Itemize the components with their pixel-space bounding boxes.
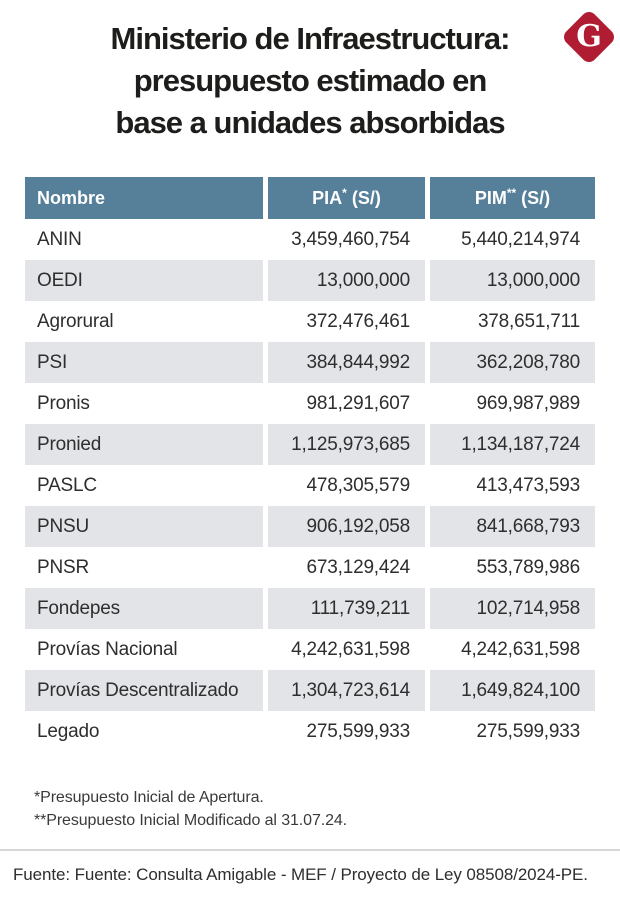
row-name: OEDI [25,260,263,301]
title-line-3: base a unidades absorbidas [115,105,505,140]
row-pia: 981,291,607 [268,383,425,424]
row-name: Legado [25,711,263,752]
table-row [25,670,595,711]
row-pia: 1,125,973,685 [268,424,425,465]
row-pim: 1,134,187,724 [430,424,595,465]
row-pim: 1,649,824,100 [430,670,595,711]
row-name: Pronied [25,424,263,465]
col-header-nombre [25,177,263,219]
footnote-2: **Presupuesto Inicial Modificado al 31.07.24. [34,812,348,829]
table-row [25,219,595,260]
logo-letter-g: G [576,18,602,54]
row-pim: 102,714,958 [430,588,595,629]
row-name: Provías Descentralizado [25,670,263,711]
gestion-logo [560,8,618,66]
table-row [25,629,595,670]
table-row [25,506,595,547]
row-pia: 3,459,460,754 [268,219,425,260]
divider-line [0,849,620,851]
table-row [25,260,595,301]
row-pia: 384,844,992 [268,342,425,383]
row-pia: 275,599,933 [268,711,425,752]
col-header-nombre-label: Nombre [37,187,106,208]
row-pia: 4,242,631,598 [268,629,425,670]
table-row [25,342,595,383]
row-pia: 673,129,424 [268,547,425,588]
table-body [25,219,595,752]
row-pim: 4,242,631,598 [430,629,595,670]
footnotes [34,786,620,832]
pia-footnote-marker: * [342,185,347,200]
table-row [25,711,595,752]
row-name: PASLC [25,465,263,506]
pia-currency-unit: (S/) [351,187,381,208]
table-row [25,588,595,629]
title-line-2: presupuesto estimado en [133,63,487,98]
row-pim: 553,789,986 [430,547,595,588]
row-pia: 906,192,058 [268,506,425,547]
row-pim: 841,668,793 [430,506,595,547]
row-pim: 969,987,989 [430,383,595,424]
row-name: Pronis [25,383,263,424]
pim-currency-unit: (S/) [521,187,551,208]
table-row [25,424,595,465]
page-title [0,18,620,144]
table-row [25,301,595,342]
row-name: Fondepes [25,588,263,629]
row-pia: 478,305,579 [268,465,425,506]
masthead [0,0,620,144]
row-pim: 13,000,000 [430,260,595,301]
table-row [25,383,595,424]
col-header-pia [268,177,425,219]
row-pia: 111,739,211 [268,588,425,629]
row-name: PSI [25,342,263,383]
col-header-pim-label: PIM** (S/) [474,185,551,208]
title-line-1: Ministerio de Infraestructura: [110,21,510,56]
row-name: ANIN [25,219,263,260]
row-pim: 5,440,214,974 [430,219,595,260]
row-pim: 275,599,933 [430,711,595,752]
row-name: Agrorural [25,301,263,342]
row-pim: 378,651,711 [430,301,595,342]
col-header-pia-label: PIA* (S/) [312,185,381,208]
budget-table [25,177,595,752]
table-row [25,465,595,506]
source-line: Fuente: Fuente: Consulta Amigable - MEF / Proyecto de Ley 08508/2024-PE. [13,865,588,884]
table-header-row [25,177,595,219]
row-pia: 13,000,000 [268,260,425,301]
row-pim: 362,208,780 [430,342,595,383]
col-header-pim [430,177,595,219]
row-pim: 413,473,593 [430,465,595,506]
row-name: PNSR [25,547,263,588]
footnote-1: *Presupuesto Inicial de Apertura. [34,789,264,806]
row-name: PNSU [25,506,263,547]
row-pia: 1,304,723,614 [268,670,425,711]
table-row [25,547,595,588]
pim-footnote-marker: ** [506,185,517,200]
row-pia: 372,476,461 [268,301,425,342]
row-name: Provías Nacional [25,629,263,670]
